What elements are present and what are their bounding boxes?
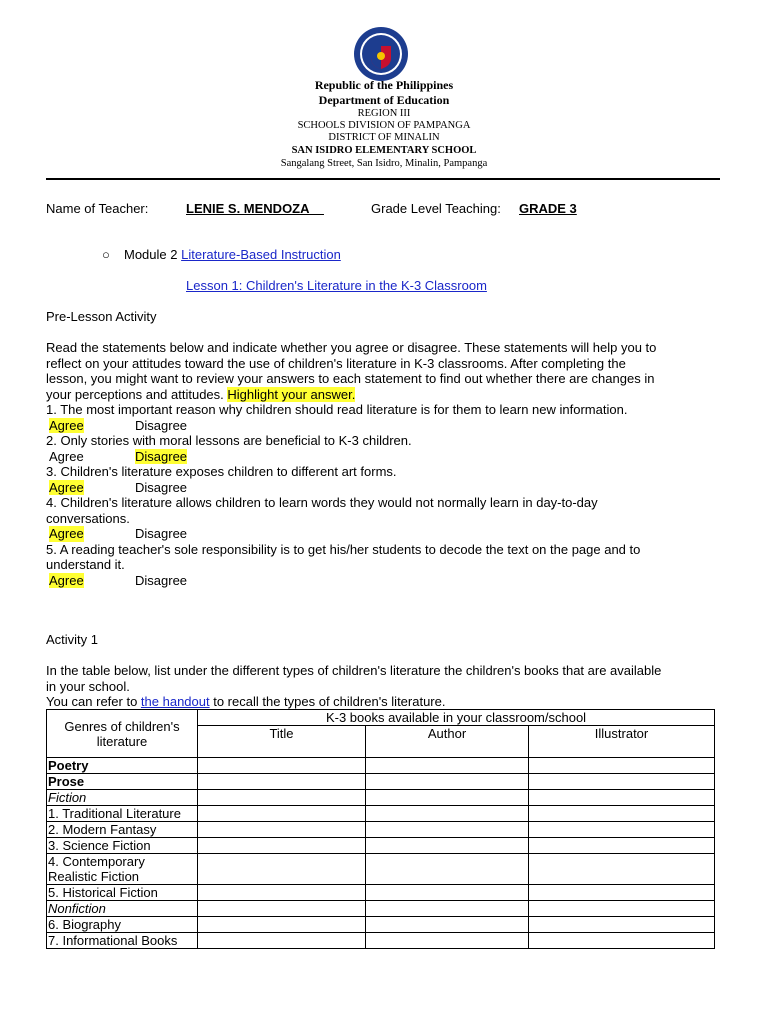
header-address: Sangalang Street, San Isidro, Minalin, Pampanga: [280, 158, 488, 169]
genre-cell: Fiction: [47, 790, 198, 806]
answer-row: [46, 573, 726, 589]
genre-cell: Nonfiction: [47, 901, 198, 917]
illustrator-cell[interactable]: [529, 854, 715, 885]
author-cell[interactable]: [366, 822, 529, 838]
author-cell[interactable]: [366, 758, 529, 774]
illustrator-cell[interactable]: [529, 822, 715, 838]
author-cell[interactable]: [366, 838, 529, 854]
genre-cell: Poetry: [47, 758, 198, 774]
module-prefix: Module 2: [124, 247, 178, 262]
module-title-link[interactable]: Literature-Based Instruction: [181, 247, 341, 262]
author-cell[interactable]: [366, 806, 529, 822]
answer-row: [46, 418, 726, 434]
table-row: [47, 933, 715, 949]
title-cell[interactable]: [198, 854, 366, 885]
title-cell[interactable]: [198, 822, 366, 838]
agree-option[interactable]: Agree: [49, 479, 84, 495]
statement-text: 2. Only stories with moral lessons are beneficial to K-3 children.: [46, 433, 412, 448]
genre-cell: 3. Science Fiction: [47, 838, 198, 854]
pre-lesson-body: [46, 340, 726, 588]
table-row: [47, 806, 715, 822]
activity1-heading: Activity 1: [46, 632, 99, 647]
illustrator-cell[interactable]: [529, 806, 715, 822]
header-divider: [46, 178, 720, 180]
author-cell[interactable]: [366, 790, 529, 806]
title-cell[interactable]: [198, 774, 366, 790]
teacher-name-label: Name of Teacher:: [46, 201, 149, 216]
genre-cell: 6. Biography: [47, 917, 198, 933]
module-bullet: ○: [102, 247, 110, 262]
genre-header: Genres of children's literature: [47, 710, 198, 758]
author-cell[interactable]: [366, 885, 529, 901]
author-cell[interactable]: [366, 933, 529, 949]
statement-text: understand it.: [46, 557, 125, 572]
header-republic: Republic of the Philippines: [314, 78, 454, 92]
author-cell[interactable]: [366, 917, 529, 933]
genres-table-body: [47, 758, 715, 949]
answer-row: [46, 480, 726, 496]
title-column-header: Title: [198, 726, 366, 758]
header-school: SAN ISIDRO ELEMENTARY SCHOOL: [291, 145, 477, 156]
table-row: [47, 885, 715, 901]
teacher-name-value: LENIE S. MENDOZA: [186, 201, 310, 216]
agree-option[interactable]: Agree: [49, 448, 84, 464]
statements-list: [46, 402, 726, 588]
genre-cell: 1. Traditional Literature: [47, 806, 198, 822]
statement-text: 3. Children's literature exposes children to different art forms.: [46, 464, 397, 479]
table-row: [47, 790, 715, 806]
title-cell[interactable]: [198, 917, 366, 933]
pre-lesson-heading: Pre-Lesson Activity: [46, 309, 157, 324]
illustrator-cell[interactable]: [529, 933, 715, 949]
title-cell[interactable]: [198, 758, 366, 774]
module-line: [124, 247, 341, 263]
disagree-option[interactable]: Disagree: [135, 572, 188, 588]
illustrator-column-header: Illustrator: [529, 726, 715, 758]
title-cell[interactable]: [198, 933, 366, 949]
disagree-option[interactable]: Disagree: [135, 526, 188, 541]
table-row: [47, 774, 715, 790]
lesson-link[interactable]: Lesson 1: Children's Literature in the K-3 Classroom: [186, 278, 487, 293]
author-cell[interactable]: [366, 901, 529, 917]
statement-text: conversations.: [46, 510, 130, 526]
intro-line: lesson, you might want to review your answers to each statement to find out whether there are changes in: [46, 371, 655, 386]
genres-table: [46, 709, 715, 949]
statement-text: 1. The most important reason why children should read literature is for them to learn new information.: [46, 402, 628, 417]
statement-text: 4. Children's literature allows children to learn words they would not normally learn in day-to-day: [46, 495, 598, 510]
agree-option[interactable]: Agree: [49, 417, 84, 433]
illustrator-cell[interactable]: [529, 917, 715, 933]
table-row: [47, 917, 715, 933]
title-cell[interactable]: [198, 901, 366, 917]
agree-option[interactable]: Agree: [49, 526, 84, 541]
disagree-option[interactable]: Disagree: [135, 417, 188, 433]
genre-cell: 2. Modern Fantasy: [47, 822, 198, 838]
grade-level-label: Grade Level Teaching:: [371, 201, 501, 216]
title-cell[interactable]: [198, 790, 366, 806]
grade-level-value: GRADE 3: [519, 201, 577, 216]
activity1-body: [46, 663, 726, 710]
statement-text: 5. A reading teacher's sole responsibility is to get his/her students to decode the text on the page and to: [46, 541, 641, 557]
header-division: SCHOOLS DIVISION OF PAMPANGA: [297, 120, 471, 131]
lesson-line: [186, 278, 487, 294]
table-row: [47, 838, 715, 854]
handout-link[interactable]: the handout: [140, 694, 210, 709]
answer-row: [46, 449, 726, 465]
table-row: [47, 822, 715, 838]
title-cell[interactable]: [198, 806, 366, 822]
author-cell[interactable]: [366, 774, 529, 790]
refer-line: You can refer to the handout to recall the types of children's literature.: [46, 694, 446, 709]
genre-cell: 4. Contemporary Realistic Fiction: [47, 854, 198, 885]
activity1-intro-line: In the table below, list under the different types of children's literature the children's books that are available: [46, 663, 662, 678]
table-row: [47, 854, 715, 885]
deped-seal-icon: [353, 26, 409, 82]
genre-cell: Prose: [47, 774, 198, 790]
header-department: Department of Education: [318, 93, 450, 107]
header-district: DISTRICT OF MINALIN: [328, 132, 440, 143]
intro-line: reflect on your attitudes toward the use of children's literature in K-3 classrooms. After completing the: [46, 355, 626, 371]
books-group-header: K-3 books available in your classroom/school: [198, 710, 715, 726]
illustrator-cell[interactable]: [529, 838, 715, 854]
illustrator-cell[interactable]: [529, 885, 715, 901]
answer-row: [46, 526, 726, 542]
header-region: REGION III: [357, 108, 411, 119]
title-cell[interactable]: [198, 838, 366, 854]
table-row: [47, 758, 715, 774]
activity1-intro-line: in your school.: [46, 678, 130, 694]
intro-line-last: your perceptions and attitudes. Highlight your answer.: [46, 386, 356, 402]
illustrator-cell[interactable]: [529, 774, 715, 790]
genre-cell: 7. Informational Books: [47, 933, 198, 949]
intro-line: Read the statements below and indicate whether you agree or disagree. These statements will help you to: [46, 340, 657, 355]
disagree-option[interactable]: Disagree: [135, 448, 188, 464]
table-row: [47, 901, 715, 917]
genre-cell: 5. Historical Fiction: [47, 885, 198, 901]
agree-option[interactable]: Agree: [49, 572, 84, 588]
illustrator-cell[interactable]: [529, 901, 715, 917]
title-cell[interactable]: [198, 885, 366, 901]
highlight-instruction: Highlight your answer.: [227, 386, 356, 402]
illustrator-cell[interactable]: [529, 758, 715, 774]
disagree-option[interactable]: Disagree: [135, 479, 188, 495]
author-cell[interactable]: [366, 854, 529, 885]
author-column-header: Author: [366, 726, 529, 758]
illustrator-cell[interactable]: [529, 790, 715, 806]
